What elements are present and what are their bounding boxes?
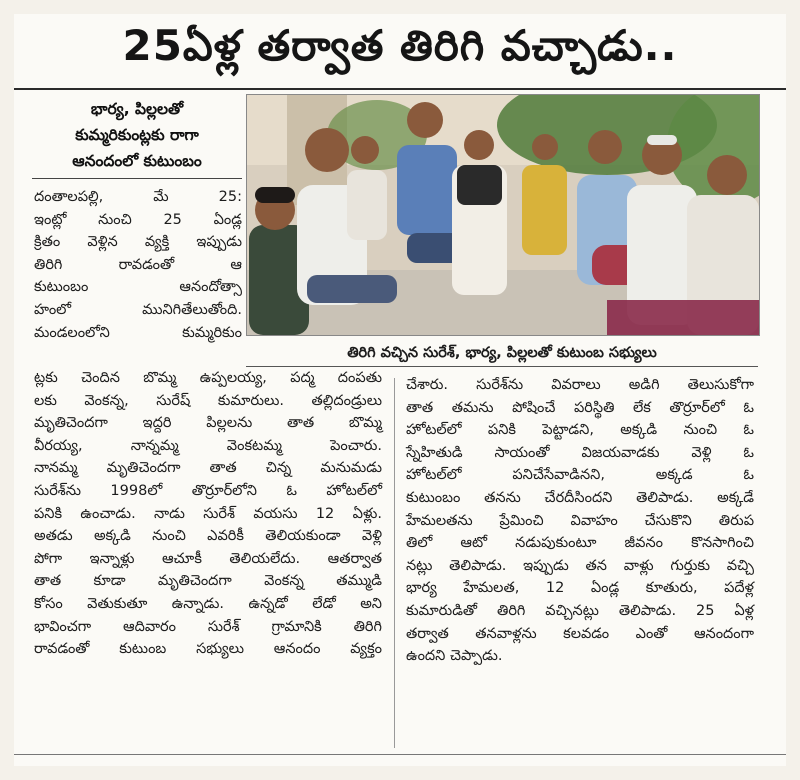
- text-line: వీరయ్య, నాన్నమ్మ వెంకటమ్మ పెంచారు.: [34, 437, 382, 454]
- text-line: హోటల్‌లో పనికి పెట్టాడని, అక్కడి నుంచి ఓ: [406, 422, 754, 439]
- text-line: అతడు అక్కడి నుంచి ఎవరికీ తెలియకుండా వెళ్లి: [34, 528, 382, 545]
- text-line: పనికి ఉంచాడు. నాడు సురేశ్ వయసు 12 ఏళ్లు.: [34, 505, 382, 522]
- column-divider: [394, 378, 395, 748]
- family-photo-illustration: [247, 95, 759, 335]
- text-line: కుటుంబం ఆనందోత్సా: [34, 279, 242, 296]
- photo-caption: తిరిగి వచ్చిన సురేశ్, భార్య, పిల్లలతో కుటుంబ సభ్యులు: [246, 340, 758, 367]
- text-line: తిరిగి రావడంతో ఆ: [34, 256, 242, 273]
- text-line: క్రితం వెళ్లిన వ్యక్తి ఇప్పుడు: [34, 234, 242, 251]
- text-line: తర్వాత తనవాళ్లను కలవడం ఎంతో ఆనందంగా: [406, 625, 754, 642]
- text-line: లకు వెంకన్న, సురేష్ కుమారులు. తల్లిదండ్రులు: [34, 392, 382, 409]
- text-line: తాత తమను పోషించే పరిస్థితి లేక తొర్రూర్‌లో ఓ: [406, 399, 754, 416]
- text-line: కుటుంబం తనను చేరదీసిందని తెలిపాడు. అక్కడే: [406, 489, 754, 506]
- bottom-rule: [14, 754, 786, 755]
- subheading-line: భార్య, పిల్లలతో: [90, 100, 184, 118]
- text-line: ఉందని చెప్పాడు.: [406, 648, 503, 665]
- text-line: తాత కూడా మృతిచెందగా వెంకన్న తమ్ముడి: [34, 573, 382, 590]
- text-line: హేమలతను ప్రేమించి వివాహం చేసుకొని తిరుప: [406, 512, 754, 529]
- subheading-line: ఆనందంలో కుటుంబం: [72, 152, 202, 170]
- text-line: రావడంతో కుటుంబ సభ్యులు ఆనందం వ్యక్తం: [34, 641, 382, 658]
- text-line: దంతాలపల్లి, మే 25:: [34, 189, 242, 205]
- lead-paragraph: [34, 186, 242, 344]
- newspaper-clipping: [14, 14, 786, 766]
- subheading: [32, 96, 242, 179]
- text-line: హంలో మునిగితేలుతోంది.: [34, 301, 242, 318]
- text-line: మండలంలోని కుమ్మరికుం: [34, 324, 242, 341]
- text-line: నట్లు తెలిపాడు. ఇప్పుడు తన వాళ్లు గుర్తుకు వచ్చి: [406, 557, 754, 574]
- text-line: హోటల్‌లో పనిచేసేవాడినని, అక్కడ ఓ: [406, 467, 754, 484]
- text-line: తిలో ఆటో నడుపుకుంటూ జీవనం కొనసాగించి: [406, 535, 754, 552]
- text-line: భావించగా ఆదివారం సురేశ్ గ్రామానికి తిరిగి: [34, 618, 382, 635]
- text-line: చేశారు. సురేశ్‌ను వివరాలు అడిగి తెలుసుకోగా: [406, 377, 754, 393]
- text-line: మృతిచెందగా ఇద్దరి పిల్లలను తాత బొమ్మ: [34, 415, 382, 432]
- article-column-right: [406, 374, 754, 668]
- headline: 25ఏళ్ల తర్వాత తిరిగి వచ్చాడు..: [14, 14, 786, 90]
- text-line: స్నేహితుడి సాయంతో విజయవాడకు వెళ్లి ఓ: [406, 444, 754, 461]
- text-line: సురేశ్‌ను 1998లో తొర్రూర్‌లోని ఓ హోటల్‌లో: [34, 482, 382, 499]
- text-line: కోసం వెతుకుతూ ఉన్నాడు. ఉన్నడో లేడో అని: [34, 595, 382, 612]
- subheading-line: కుమ్మరికుంట్లకు రాగా: [75, 126, 199, 144]
- text-line: ఇంట్లో నుంచి 25 ఏండ్ల: [34, 211, 242, 228]
- text-line: కుమారుడితో తిరిగి వచ్చినట్లు తెలిపాడు. 25 ఏళ్ల: [406, 602, 754, 619]
- text-line: ట్లకు చెందిన బొమ్మ ఉప్పలయ్య, పద్మ దంపతు: [34, 370, 382, 386]
- news-photo: [246, 94, 760, 336]
- text-line: భార్య హేమలత, 12 ఏండ్ల కూతురు, పదేళ్ల: [406, 580, 754, 597]
- article-column-left: [34, 367, 382, 661]
- text-line: నానమ్మ మృతిచెందగా తాత చిన్న మనుమడు: [34, 460, 382, 477]
- text-line: పోగా ఇన్నాళ్లు ఆచూకీ తెలియలేదు. ఆతర్వాత: [34, 550, 382, 567]
